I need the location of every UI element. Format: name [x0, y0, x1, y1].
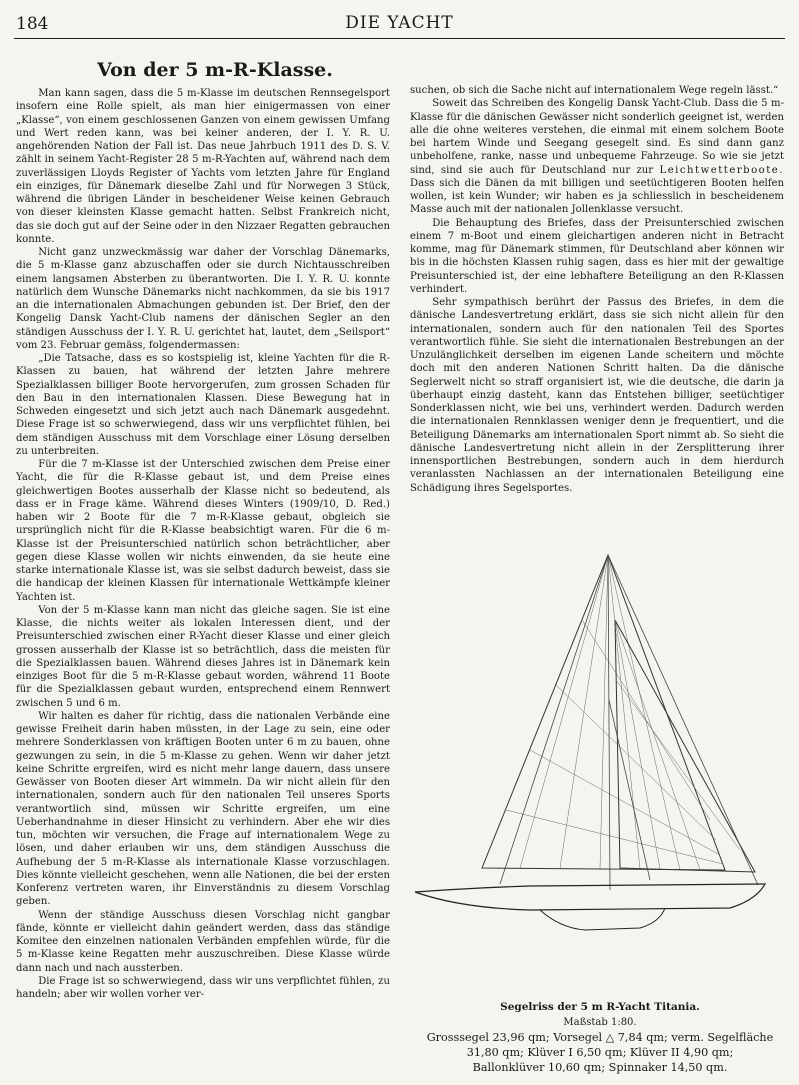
right-p2-text-a: Soweit das Schreiben des Kongelig Dansk Yacht-Club. Dass die 5 m-Klasse für die dänischen Gewässer nicht sonderlich geeignet ist, werden alle die ohne weiteres verstehen, die einmal mit einem solchem Boote bei hartem Winde und Seegang gesegelt sind. Es sind dann ganz unbeholfene, ranke, nasse und unbequeme Fahrzeuge. So wie sie jetzt sind, sind sie auch für Deutschland nur zur [410, 98, 784, 176]
figure-caption [410, 1000, 790, 1075]
right-p2-text-b: Dass sich die Dänen da mit billigen und seetüchtigeren Booten helfen wollen, ist kein Wunder; wir haben es ja schliesslich in bescheidenem Masse auch mit der nationalen Jollenklasse versucht. [410, 177, 784, 216]
caption-title: Segelriss der 5 m R-Yacht Titania. [500, 1001, 700, 1013]
left-paragraph-5: Von der 5 m-Klasse kann man nicht das gleiche sagen. Sie ist eine Klasse, die nichts weiter als lokalen Interessen dient, und der Preisunterschied zwischen einer R-Yacht dieser Klasse und einer gleich grossen ausserhalb der Klasse ist so beträchtlich, dass die meisten für die Spezialklassen bauen. Während dieses Jahres ist in Dänemark kein einziges Boot für die 5 m-R-Klasse gebaut worden, während 11 Boote für die Spezialklassen gebaut wurden, entsprechend einem Rennwert zwischen 5 und 6 m. [16, 604, 390, 709]
left-paragraph-7: Wenn der ständige Ausschuss diesen Vorschlag nicht gangbar fände, könnte er vielleicht dahin geändert werden, dass das ständige Komitee den einzelnen nationalen Verbänden empfehlen würde, für die 5 m-Klasse keine Regatten mehr auszuschreiben. Diese Klasse würde dann nach und nach aussterben. [16, 909, 390, 974]
right-column [410, 84, 784, 495]
left-paragraph-4: Für die 7 m-Klasse ist der Unterschied zwischen dem Preise einer Yacht, die für die R-Klasse gebaut ist, und dem Preise eines gleichwertigen Bootes ausserhalb der Klasse nicht so bedeutend, als dass er in Frage käme. Während dieses Winters (1909/10, D. Red.) haben wir 2 Boote für die 7 m-R-Klasse gebaut, obgleich sie ursprünglich nicht für die R-Klasse beabsichtigt waren. Für die 6 m-Klasse ist der Preisunterschied natürlich schon beträchtlicher, aber gegen diese Klasse wollen wir nichts einwenden, da sie heute eine starke internationale Klasse ist, was sie selbst dadurch beweist, dass sie die handicap der kleinen Klassen für internationale Wettkämpfe kleiner Yachten ist. [16, 459, 390, 603]
left-paragraph-3: „Die Tatsache, dass es so kostspielig ist, kleine Yachten für die R-Klassen zu bauen, hat während der letzten Jahre mehrere Spezialklassen billiger Boote hervorgerufen, zum grossen Schaden für den Bau in den internationalen Klassen. Diese Bewegung hat in Schweden eingesetzt und sich jetzt auch nach Dänemark ausgedehnt. Diese Frage ist so schwerwiegend, dass wir uns verpflichtet fühlen, bei dem ständigen Ausschuss mit dem Vorschlage einer Lösung derselben zu unterbreiten. [16, 353, 390, 457]
left-column [16, 87, 390, 1001]
right-continuation: suchen, ob sich die Sache nicht auf internationalem Wege regeln lässt.“ [410, 85, 779, 96]
caption-scale: Maßstab 1:80. [563, 1017, 637, 1028]
left-paragraph-8: Die Frage ist so schwerwiegend, dass wir uns verpflichtet fühlen, zu handeln; aber wir wollen vorher ver- [16, 975, 390, 1000]
left-paragraph-1: Man kann sagen, dass die 5 m-Klasse im deutschen Rennsegelsport insofern eine Rolle spielt, als man hier einigermassen von einer „Klasse“, von einem geschlossenen Ganzen von einem gewissen Umfang und Wert reden kann, was bei keiner anderen, der I. Y. R. U. angehörenden Nation der Fall ist. Das neue Jahrbuch 1911 des D. S. V. zählt in seinem Yacht-Register 28 5 m-R-Yachten auf, während nach dem zuverlässigen Lloyds Register of Yachts vom letzten Jahre für England ein einziges, für Dänemark dieselbe Zahl und für Norwegen 3 Stück, während die übrigen Länder in bescheidener Weise keinen Gebrauch von dieser kleinsten Klasse gemacht hatten. Selbst Frankreich nicht, das sie doch gut auf der Seine oder in den Nizzaer Regatten gebrauchen konnte. [16, 88, 390, 245]
header-rule [14, 38, 785, 39]
right-paragraph-3: Die Behauptung des Briefes, dass der Preisunterschied zwischen einem 7 m-Boot und einem gleichartigen anderen nicht in Betracht komme, mag für Dänemark stimmen, für Deutschland aber können wir bis in die höchsten Klassen ruhig sagen, dass es hier mit der gewaltige Preisunterschied ist, der eine lebhaftere Beteiligung an den R-Klassen verhindert. [410, 217, 784, 295]
sail-plan-drawing [410, 550, 790, 940]
page-number: 184 [16, 14, 49, 34]
right-p2-spaced-word: Leichtwetterboote. [659, 164, 784, 176]
right-paragraph-2 [410, 97, 784, 216]
caption-data-line-2: Ballonklüver 10,60 qm; Spinnaker 14,50 qm. [472, 1061, 728, 1074]
hull [415, 884, 765, 930]
left-paragraph-2: Nicht ganz unzweckmässig war daher der Vorschlag Dänemarks, die 5 m-Klasse ganz abzuschaffen oder sie durch Nichtausschreiben einem langsamen Absterben zu überantworten. Die I. Y. R. U. konnte natürlich dem Wunsche Dänemarks nicht nachkommen, da sie bis 1917 an die internationalen Abmachungen gebunden ist. Der Brief, den der Kongelig Dansk Yacht-Club namens der dänischen Segler an den ständigen Ausschuss der I. Y. R. U. gerichtet hat, lautet, dem „Seilsport“ vom 23. Februar gemäss, folgendermassen: [16, 247, 390, 351]
right-paragraph-4: Sehr sympathisch berührt der Passus des Briefes, in dem die dänische Landesvertretung erklärt, dass sie sich nicht allein für den internationalen, sondern auch für den nationalen Teil des Sportes verantwortlich fühle. Sie sieht die internationalen Bestrebungen an der Unzulänglichkeit derselben im eigenen Lande scheitern und möchte doch mit den anderen Nationen Schritt halten. Da die dänische Seglerwelt nicht so straff organisiert ist, wie die deutsche, die darin ja überhaupt einzig dasteht, kann das Entstehen billiger, seetüchtiger Sonderklassen nicht, wie bei uns, verhindert werden. Dadurch werden die internationalen Rennklassen weniger denn je frequentiert, und die Beteiligung Dänemarks am internationalen Sport nimmt ab. So sieht die dänische Landesvertretung nicht allein in der Zersplitterung ihrer innensportlichen Bestrebungen, sondern auch in dem hierdurch veranlassten Nachlassen an der internationalen Beteiligung eine Schädigung ihres Segelsportes. [410, 297, 784, 494]
running-head: DIE YACHT [345, 13, 454, 33]
article-title: Von der 5 m-R-Klasse. [97, 59, 333, 81]
mainsail [482, 555, 725, 870]
left-paragraph-6: Wir halten es daher für richtig, dass die nationalen Verbände eine gewisse Freiheit darin haben müssten, in der Lage zu sein, eine oder mehrere Sonderklassen von kräftigen Booten unter 6 m zu bauen, ohne gezwungen zu sein, in die 5 m-Klasse zu gehen. Wenn wir daher jetzt keine Schritte ergreifen, wird es nicht mehr lange dauern, dass unsere Gewässer von Booten dieser Art wimmeln. Da wir nicht allein für den internationalen, sondern auch für den nationalen Teil unseres Sports verantwortlich sind, müssen wir Schritte ergreifen, um eine Ueberhandnahme in dieser Hinsicht zu verhindern. Aber ehe wir dies tun, möchten wir versuchen, die Frage auf internationalem Wege zu lösen, und daher erlauben wir uns, dem ständigen Ausschuss die Aufhebung der 5 m-R-Klasse als internationale Klasse vorzuschlagen. Dies könnte vielleicht geschehen, wenn alle Nationen, die bei der ersten Konferenz vertreten waren, ihr Einverständnis zu diesem Vorschlag geben. [16, 710, 390, 908]
rigging [500, 555, 758, 890]
foresail [615, 620, 755, 872]
caption-data-line-1: Grosssegel 23,96 qm; Vorsegel △ 7,84 qm; verm. Segelfläche 31,80 qm; Klüver I 6,50 qm; Klüver II 4,90 qm; [426, 1031, 774, 1059]
